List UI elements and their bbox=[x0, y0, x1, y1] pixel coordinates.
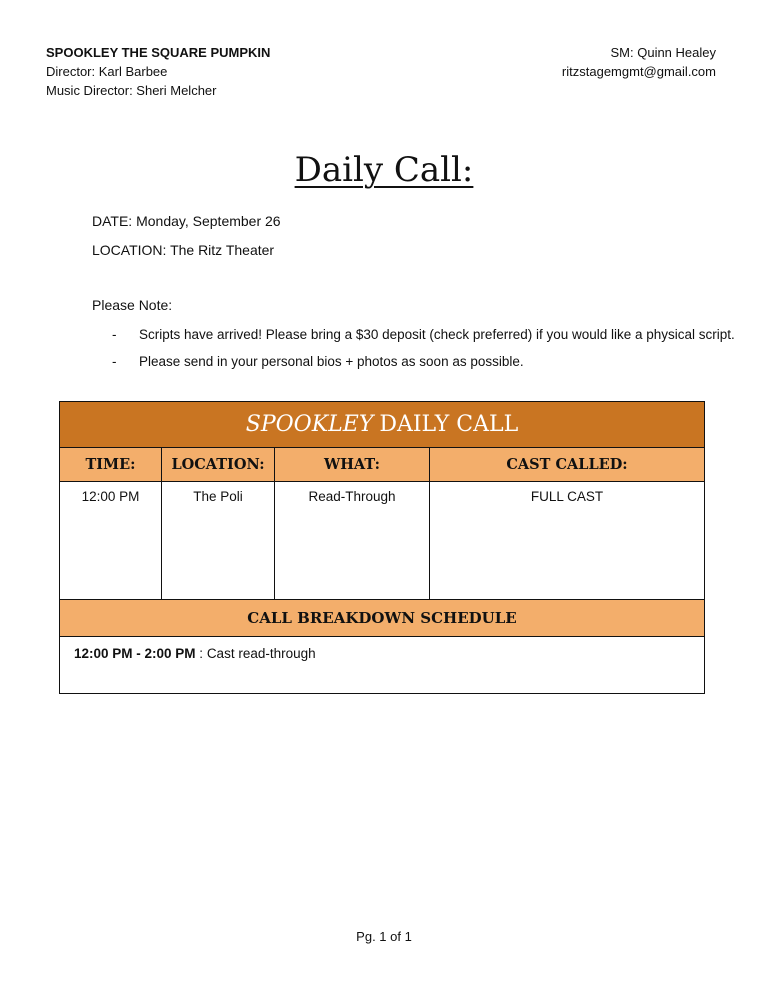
note-item bbox=[112, 352, 735, 379]
date-line bbox=[92, 213, 281, 229]
banner-show-name: SPOOKLEY bbox=[245, 412, 374, 437]
contact-email[interactable]: ritzstagemgmt@gmail.com bbox=[561, 64, 716, 79]
director-line: Director: Karl Barbee bbox=[46, 64, 168, 79]
schedule-separator: : bbox=[195, 646, 207, 661]
location-value: The Ritz Theater bbox=[170, 242, 275, 258]
schedule-time: 12:00 PM - 2:00 PM bbox=[74, 646, 196, 661]
note-bullet: - bbox=[112, 354, 117, 369]
note-bullet: - bbox=[112, 327, 117, 342]
call-grid bbox=[60, 448, 704, 600]
document-header-left bbox=[46, 43, 270, 100]
column-header-time: TIME: bbox=[60, 448, 162, 482]
daily-call-table bbox=[59, 401, 705, 694]
schedule-heading: CALL BREAKDOWN SCHEDULE bbox=[60, 600, 704, 637]
schedule-row bbox=[60, 637, 704, 693]
page-title: Daily Call: bbox=[294, 150, 474, 190]
note-text: Scripts have arrived! Please bring a $30 deposit (check preferred) if you would like a physical script. bbox=[139, 327, 735, 342]
notes-heading: Please Note: bbox=[92, 297, 173, 313]
cell-location: The Poli bbox=[162, 482, 275, 600]
column-header-what: WHAT: bbox=[275, 448, 430, 482]
banner-title: DAILY CALL bbox=[379, 412, 519, 437]
cell-what: Read-Through bbox=[275, 482, 430, 600]
location-line bbox=[92, 242, 274, 258]
note-text: Please send in your personal bios + photos as soon as possible. bbox=[139, 354, 524, 369]
schedule-description: Cast read-through bbox=[206, 646, 316, 661]
cell-time: 12:00 PM bbox=[60, 482, 162, 600]
note-item bbox=[112, 325, 735, 352]
date-value: Monday, September 26 bbox=[136, 213, 281, 229]
stage-manager-line: SM: Quinn Healey bbox=[610, 45, 716, 60]
table-banner bbox=[60, 402, 704, 448]
show-title: SPOOKLEY THE SQUARE PUMPKIN bbox=[46, 45, 271, 60]
music-director-line: Music Director: Sheri Melcher bbox=[46, 83, 217, 98]
document-header-right bbox=[562, 43, 716, 81]
column-header-cast-called: CAST CALLED: bbox=[430, 448, 704, 482]
notes-list bbox=[112, 325, 735, 379]
location-label: LOCATION: bbox=[92, 242, 167, 258]
page-number: Pg. 1 of 1 bbox=[356, 929, 412, 944]
cell-cast-called: FULL CAST bbox=[430, 482, 704, 600]
column-header-location: LOCATION: bbox=[162, 448, 275, 482]
date-label: DATE: bbox=[92, 213, 133, 229]
